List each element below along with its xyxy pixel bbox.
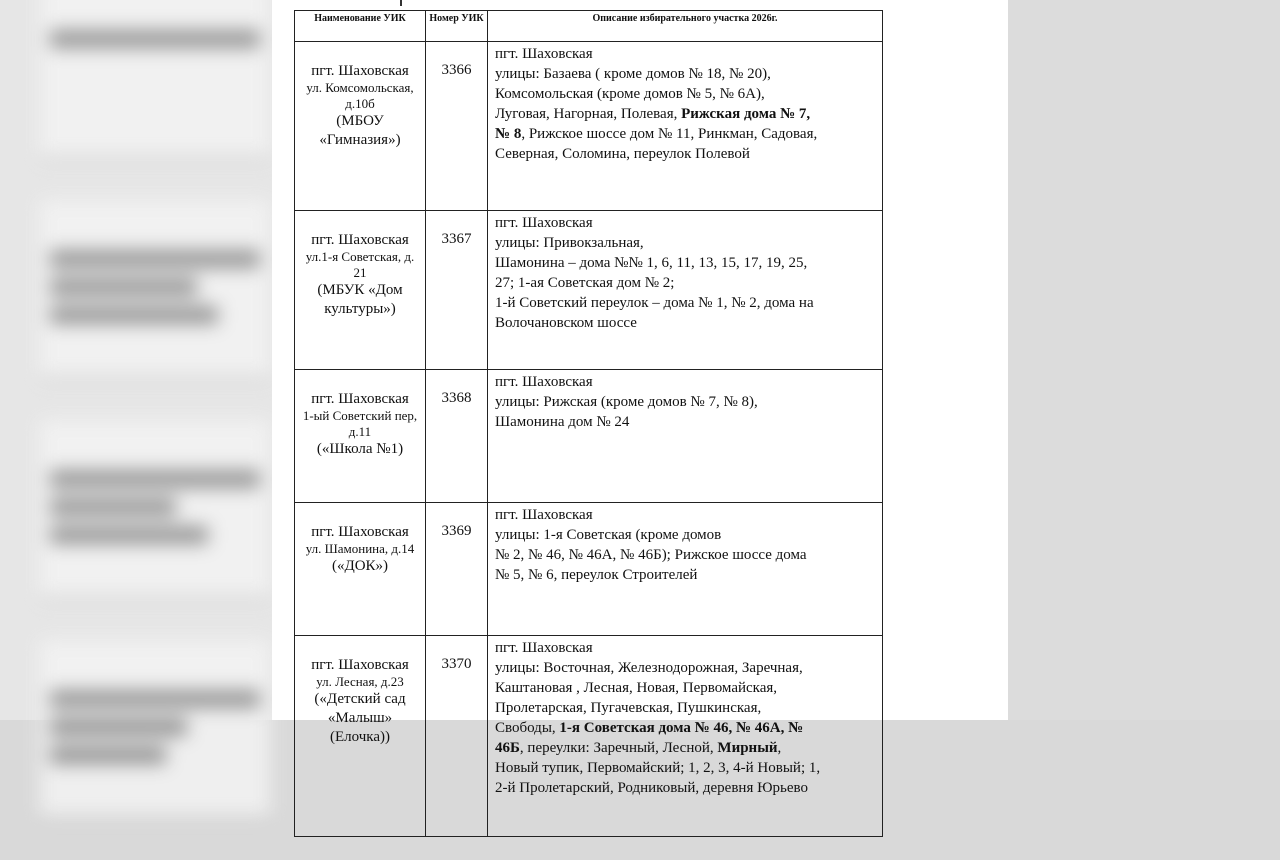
table-row [295, 503, 883, 636]
uik-settlement: пгт. Шаховская [311, 657, 409, 673]
document-page [272, 0, 1008, 796]
desc-line: № 5, № 6, переулок Строителей [495, 567, 698, 583]
uik-settlement: пгт. Шаховская [311, 524, 409, 540]
uik-name-cell [295, 211, 426, 370]
desc-line: 1-й Советский переулок – дома № 1, № 2, дома на [495, 295, 814, 311]
uik-settlement: пгт. Шаховская [311, 391, 409, 407]
uik-organization: (МБУК «Дом культуры») [317, 282, 403, 317]
uik-address: ул. Лесная, д.23 [316, 674, 404, 689]
desc-line: Свободы, 1-я Советская дома № 46, № 46А, № [495, 720, 804, 736]
uik-name-cell [295, 370, 426, 503]
desc-line: Северная, Соломина, переулок Полевой [495, 146, 750, 162]
uik-number: 3368 [426, 370, 488, 503]
desc-line: № 8, Рижское шоссе дом № 11, Ринкман, Садовая, [495, 126, 818, 142]
uik-organization: (МБОУ «Гимназия») [319, 113, 401, 148]
uik-number: 3367 [426, 211, 488, 370]
uik-number: 3366 [426, 42, 488, 211]
table-row [295, 211, 883, 370]
desc-line: Каштановая , Лесная, Новая, Первомайская, [495, 680, 778, 696]
uik-organization: («Детский сад «Малыш» (Елочка)) [314, 691, 406, 745]
uik-number: 3370 [426, 636, 488, 837]
desc-line: № 2, № 46, № 46А, № 46Б); Рижское шоссе дома [495, 547, 807, 563]
table-row [295, 636, 883, 837]
desc-line: улицы: Восточная, Железнодорожная, Заречная, [495, 660, 803, 676]
uik-number: 3369 [426, 503, 488, 636]
page-mark [400, 0, 402, 6]
desc-line: Новый тупик, Первомайский; 1, 2, 3, 4-й Новый; 1, [495, 760, 821, 776]
blurred-background-left [0, 0, 272, 720]
desc-line: 27; 1-ая Советская дом № 2; [495, 275, 675, 291]
desc-line: Комсомольская (кроме домов № 5, № 6А), [495, 86, 765, 102]
desc-line: 46Б, переулки: Заречный, Лесной, Мирный, [495, 740, 782, 756]
desc-line: Шамонина дом № 24 [495, 414, 630, 430]
desc-line: пгт. Шаховская [495, 46, 593, 62]
desc-line: Пролетарская, Пугачевская, Пушкинская, [495, 700, 762, 716]
desc-line: Волочановском шоссе [495, 315, 637, 331]
uik-description [488, 503, 883, 636]
uik-settlement: пгт. Шаховская [311, 63, 409, 79]
desc-line: улицы: Базаева ( кроме домов № 18, № 20), [495, 66, 771, 82]
desc-line: Шамонина – дома №№ 1, 6, 11, 13, 15, 17, 19, 25, [495, 255, 808, 271]
uik-description [488, 42, 883, 211]
uik-address: ул. Шамонина, д.14 [305, 541, 415, 556]
uik-name-cell [295, 42, 426, 211]
uik-organization: («Школа №1) [316, 441, 404, 457]
desc-line: 2-й Пролетарский, Родниковый, деревня Юрьево [495, 780, 808, 796]
desc-line: пгт. Шаховская [495, 507, 593, 523]
desc-line: улицы: 1-я Советская (кроме домов [495, 527, 722, 543]
desc-line: Луговая, Нагорная, Полевая, Рижская дома № 7, [495, 106, 811, 122]
uik-address: ул. Комсомольская, д.10б [306, 80, 414, 111]
header-number: Номер УИК [426, 11, 488, 42]
desc-line: пгт. Шаховская [495, 215, 593, 231]
uik-name-cell [295, 636, 426, 837]
table-row [295, 42, 883, 211]
uik-name-cell [295, 503, 426, 636]
uik-description [488, 370, 883, 503]
blurred-background-right [1008, 0, 1280, 720]
desc-line: улицы: Рижская (кроме домов № 7, № 8), [495, 394, 758, 410]
header-name: Наименование УИК [295, 11, 426, 42]
header-description: Описание избирательного участка 2026г. [488, 11, 883, 42]
uik-settlement: пгт. Шаховская [311, 232, 409, 248]
table-header-row [295, 11, 883, 42]
uik-address: ул.1-я Советская, д. 21 [305, 249, 415, 280]
uik-organization: («ДОК») [331, 558, 389, 574]
desc-line: пгт. Шаховская [495, 640, 593, 656]
uik-table [294, 10, 883, 837]
desc-line: пгт. Шаховская [495, 374, 593, 390]
table-row [295, 370, 883, 503]
uik-description [488, 211, 883, 370]
uik-description [488, 636, 883, 837]
uik-address: 1-ый Советский пер, д.11 [302, 408, 418, 439]
desc-line: улицы: Привокзальная, [495, 235, 644, 251]
